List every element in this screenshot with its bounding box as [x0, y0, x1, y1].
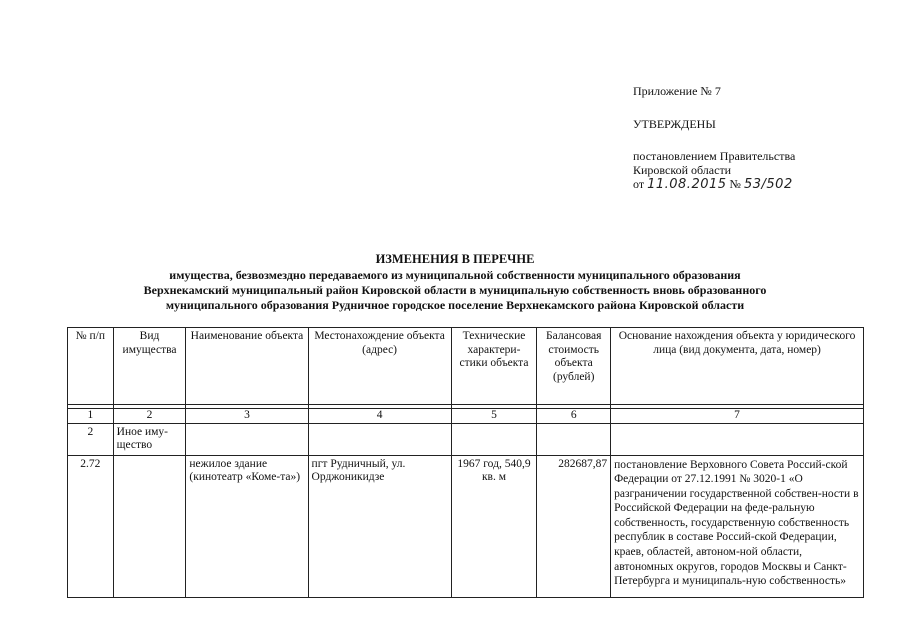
document-title: [140, 252, 770, 313]
table-row: [68, 455, 864, 597]
header-specs: Технические характери-стики объекта: [451, 328, 537, 405]
column-number: 6: [537, 409, 611, 424]
row-address: пгт Рудничный, ул. Орджоникидзе: [308, 455, 451, 597]
section-row: [68, 423, 864, 455]
header-name: Наименование объекта: [186, 328, 308, 405]
approved-by-line-2: Кировской области: [633, 163, 732, 177]
row-specs: 1967 год, 540,9 кв. м: [451, 455, 537, 597]
column-number: 1: [68, 409, 114, 424]
approval-date-line: [633, 177, 893, 192]
title-line-3: муниципального образования Рудничное городское поселение Верхнекамского района Кировской области: [165, 298, 745, 312]
row-number: 2.72: [68, 455, 114, 597]
column-number: 4: [308, 409, 451, 424]
number-prefix: №: [729, 177, 741, 191]
header-number: № п/п: [68, 328, 114, 405]
approved-label: УТВЕРЖДЕНЫ: [633, 117, 716, 131]
column-number: 7: [611, 409, 864, 424]
row-name: нежилое здание (кинотеатр «Коме-та»): [186, 455, 308, 597]
header-basis: Основание нахождения объекта у юридического лица (вид документа, дата, номер): [611, 328, 864, 405]
table-header-row: [68, 328, 864, 405]
title-line-1: имущества, безвозмездно передаваемого из муниципальной собственности муниципального образования: [169, 268, 741, 282]
handwritten-number: 53/502: [743, 177, 793, 192]
row-basis: постановление Верховного Совета Россий-ской Федерации от 27.12.1991 № 3020-1 «О разграничении государственной собствен-ности в Российской Федерации на феде-ральную собственность, государственную собственность республик в составе Россий-ской Федерации, краев, областей, автоном-ной области, автономных округов, городов Москвы и Санкт-Петербурга и муниципаль-ную собственность»: [611, 455, 864, 597]
section-type: Иное иму-щество: [113, 423, 186, 455]
column-number-row: [68, 409, 864, 424]
column-number: 2: [113, 409, 186, 424]
property-table: [67, 327, 864, 598]
approval-block: [633, 84, 893, 192]
annex-label: Приложение № 7: [633, 84, 721, 98]
row-value: 282687,87: [537, 455, 611, 597]
handwritten-date: 11.08.2015: [647, 177, 727, 192]
date-prefix: от: [633, 177, 645, 191]
title-line-2: Верхнекамский муниципальный район Кировской области в муниципальную собственность вновь образованного: [143, 283, 767, 297]
section-number: 2: [68, 423, 114, 455]
approved-by-line-1: постановлением Правительства: [633, 149, 796, 163]
row-type: [113, 455, 186, 597]
header-address: Местонахождение объекта (адрес): [308, 328, 451, 405]
column-number: 5: [451, 409, 537, 424]
header-type: Вид имущества: [113, 328, 186, 405]
column-number: 3: [186, 409, 308, 424]
header-value: Балансовая стоимость объекта (рублей): [537, 328, 611, 405]
title-main: ИЗМЕНЕНИЯ В ПЕРЕЧНЕ: [375, 252, 535, 266]
